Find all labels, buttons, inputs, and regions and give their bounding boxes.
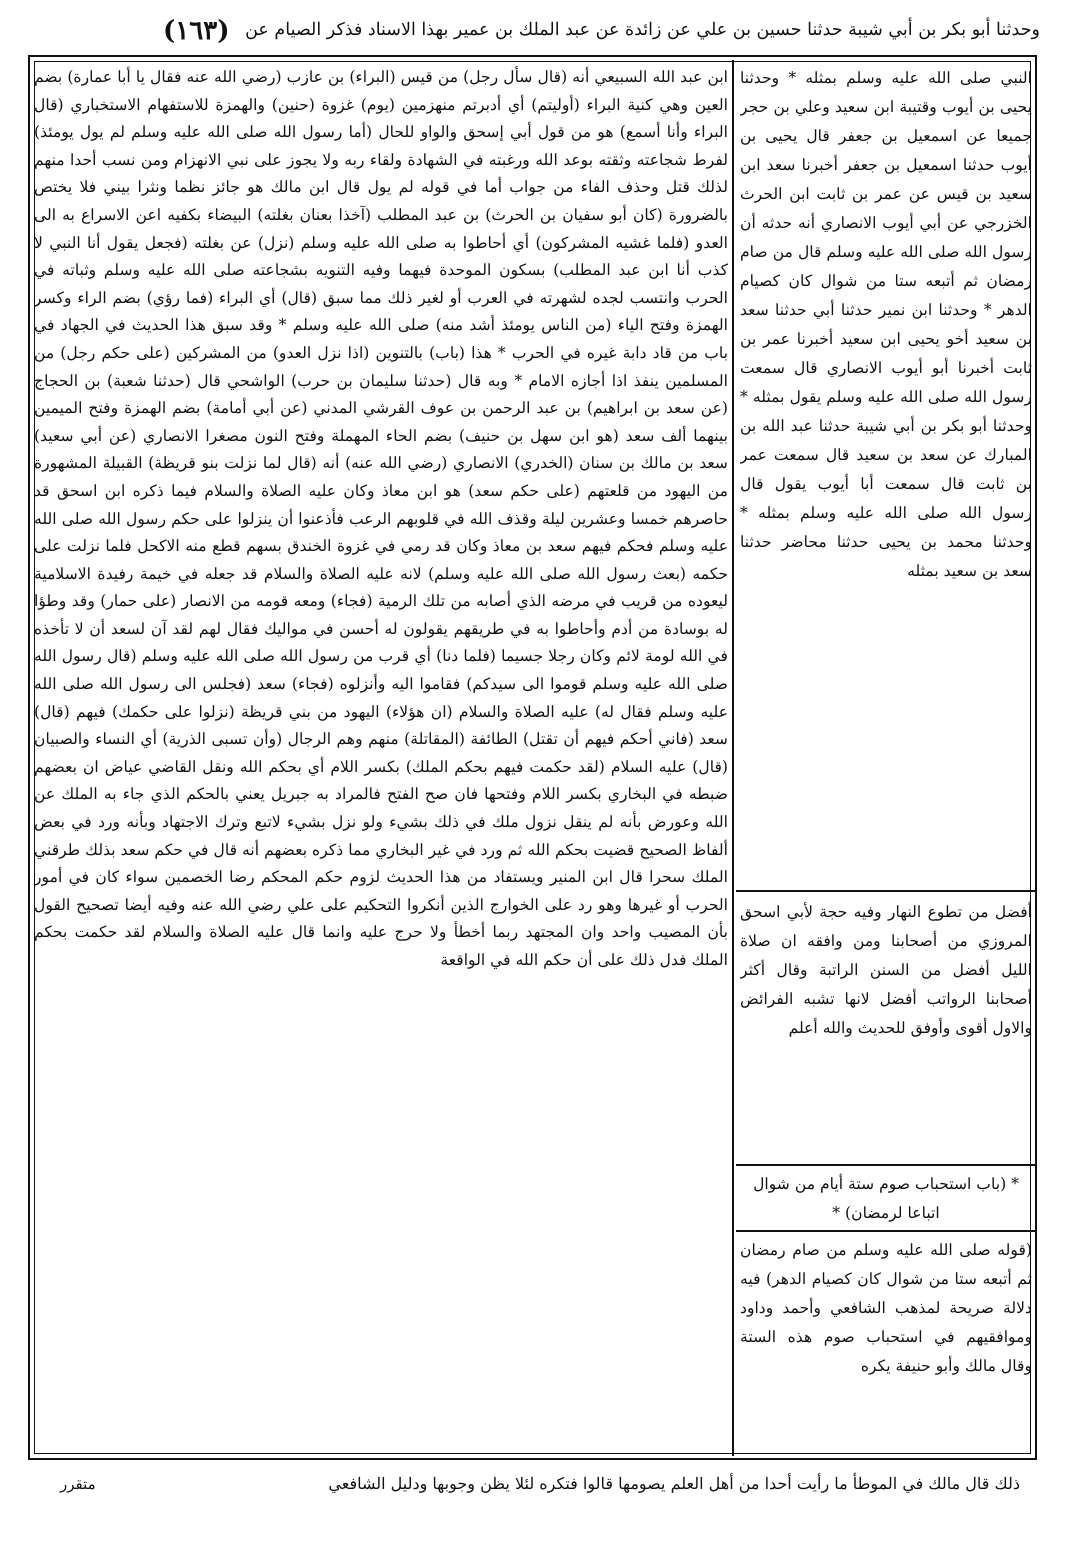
side-paragraph: أفضل من تطوع النهار وفيه حجة لأبي اسحق المروزي من أصحابنا ومن وافقه ان صلاة الليل أفضل من السنن الراتبة وقال أكثر أصحابنا الرواتب أفضل لانها تشبه الفرائض والاول أقوى وأوفق للحديث والله أعلم xyxy=(740,903,1032,1037)
main-commentary-column xyxy=(34,64,728,1452)
chapter-heading xyxy=(740,1170,1032,1228)
footer-text: ذلك قال مالك في الموطأ ما رأيت أحدا من أهل العلم يصومها قالوا فتكره لئلا يظن وجوبها ودليل الشافعي xyxy=(328,1474,1020,1493)
side-divider-2 xyxy=(736,1164,1036,1166)
page-number: (١٦٣) xyxy=(162,15,230,46)
page-header xyxy=(30,8,1040,52)
side-hadith-text xyxy=(740,64,1032,890)
page-footer xyxy=(40,1466,1020,1502)
main-paragraph: ابن عبد الله السبيعي أنه (قال سأل رجل) من قيس (البراء) بن عازب (رضي الله عنه فقال يا أبا عمارة) بضم العين وهي كنية البراء (أوليتم) أي أدبرتم منهزمين (يوم) غزوة (حنين) والهمزة للاستفهام الاستخباري (قال البراء وأنا أسمع) هو من قول أبي إسحق والواو للحال (أما رسول الله صلى الله عليه وسلم لم يول يومئذ) لفرط شجاعته وثقته بوعد الله ورغبته في الشهادة ولقاء ربه ولا يجوز على نبي الانهزام ومن نسب أحدا منهم لذلك قتل وحذف الفاء من جواب أما في قوله لم يول قال ابن مالك هو جائز نظما ونثرا بيني فلا يختص بالضرورة (كان أبو سفيان بن الحرث) بن عبد المطلب (آخذا بعنان بغلته) البيضاء بكفيه اعن الاسراع به الى العدو (فلما غشيه المشركون) أي أحاطوا به صلى الله عليه وسلم (نزل) عن بغلته (فجعل يقول أنا النبي لا كذب أنا ابن عبد المطلب) بسكون الموحدة فيهما وفيه التنويه بشجاعته صلى الله عليه وسلم وثباته في الحرب وانتسب لجده لشهرته في العرب أو لغير ذلك مما سبق (قال) أي البراء (فما رؤي) بضم الراء وكسر الهمزة وفتح الياء (من الناس يومئذ أشد منه) صلى الله عليه وسلم * وقد سبق هذا الحديث في الجهاد في باب من قاد دابة غيره في الحرب * هذا (باب) بالتنوين (اذا نزل العدو) من المشركين (على حكم رجل) من المسلمين ينفذ اذا أجازه الامام * وبه قال (حدثنا سليمان بن حرب) الواشحي قال (حدثنا شعبة) بن الحجاج (عن سعد بن ابراهيم) بن عبد الرحمن بن عوف القرشي المدني (عن أبي أمامة) بضم الهمزة وفتح الميمين بينهما ألف سعد (هو ابن سهل بن حنيف) بضم الحاء المهملة وفتح النون مصغرا الانصاري (عن أبي سعيد) سعد بن مالك بن سنان (الخدري) الانصاري (رضي الله عنه) أنه (قال لما نزلت بنو قريظة) القبيلة المشهورة من اليهود من قلعتهم (على حكم سعد) هو ابن معاذ وكان عليه الصلاة والسلام فيما ذكره ابن اسحق قد حاصرهم خمسا وعشرين ليلة وقذف الله في قلوبهم الرعب فأذعنوا أن ينزلوا على حكم رسول الله صلى الله عليه وسلم فحكم فيهم سعد بن معاذ وكان قد رمي في غزوة الخندق بسهم قطع منه الاكحل فلما نزلت على حكمه (بعث رسول الله صلى الله عليه وسلم) لانه عليه الصلاة والسلام قد جعله في خيمة رفيدة الاسلامية ليعوده من قريب في مرضه الذي أصابه من تلك الرمية (فجاء) ومعه قومه من الانصار (على حمار) وقد وطؤا له بوسادة من أدم وأحاطوا به في طريقهم يقولون له أحسن في مواليك فقال لهم لقد آن لسعد أن لا تأخذه في الله لومة لائم وكان رجلا جسيما (فلما دنا) أي قرب من رسول الله صلى الله عليه وسلم (قال رسول الله صلى الله عليه وسلم قوموا الى سيدكم) فقاموا اليه وأنزلوه (فجاء) سعد (فجلس الى رسول الله صلى الله عليه وسلم فقال له) عليه الصلاة والسلام (ان هؤلاء) اليهود من بني قريظة (نزلوا على حكمك) فيهم (قال) سعد (فاني أحكم فيهم أن تقتل) الطائفة (المقاتلة) منهم وهم الرجال (وأن تسبى الذرية) أي النساء والصبيان (قال) عليه السلام (لقد حكمت فيهم بحكم الملك) بكسر اللام أي بحكم الله ونقل القاضي عياض ان بعضهم ضبطه في البخاري بكسر اللام وفتحها فان صح الفتح فالمراد به جبريل يعني بالحكم الذي جاء به الملك عن الله وعورض بأنه لم ينقل نزول ملك في ذلك بشيء ولو نزل بشيء لاتبع وترك الاجتهاد وبأنه ورد في بعض ألفاظ الصحيح قضيت بحكم الله ثم ورد في غير البخاري مما ذكره بعضهم أنه قال في حكم سعد بذلك طرقني الملك سحرا قال ابن المنير ويستفاد من هذا الحديث لزوم حكم المحكم رضا الخصمين سواء كان في أمور الحرب أو غيرها وهو رد على الخوارج الذين أنكروا التحكيم على علي رضي الله عنه وفيه أيضا تصحيح القول بأن المصيب واحد وان المجتهد ربما أخطأ ولا حرج عليه وانما قال عليه الصلاة والسلام لقد حكمت بحكم الملك فدل ذلك على أن حكم الله في الواقعة xyxy=(34,68,728,969)
side-commentary-a xyxy=(740,898,1032,1160)
side-divider-1 xyxy=(736,890,1036,892)
side-paragraph: (قوله صلى الله عليه وسلم من صام رمضان ثم أتبعه ستا من شوال كان كصيام الدهر) فيه دلالة صريحة لمذهب الشافعي وأحمد وداود وموافقيهم في استحباب صوم هذه الستة وقال مالك وأبو حنيفة يكره xyxy=(740,1241,1032,1375)
side-divider-3 xyxy=(736,1230,1036,1232)
side-paragraph: النبي صلى الله عليه وسلم بمثله * وحدثنا يحيى بن أيوب وقتيبة ابن سعيد وعلي بن حجر جميعا عن اسمعيل بن جعفر قال يحيى بن أيوب حدثنا اسمعيل بن جعفر أخبرنا سعد ابن سعيد بن قيس عن عمر بن ثابت ابن الحرث الخزرجي عن أبي أيوب الانصاري أنه حدثه أن رسول الله صلى الله عليه وسلم قال من صام رمضان ثم أتبعه ستا من شوال كان كصيام الدهر * وحدثنا ابن نمير حدثنا أبي حدثنا سعد بن سعيد أخو يحيى ابن سعيد أخبرنا عمر بن ثابت أخبرنا أبو أيوب الانصاري قال سمعت رسول الله صلى الله عليه وسلم يقول بمثله * وحدثنا أبو بكر بن أبي شيبة حدثنا عبد الله بن المبارك عن سعد بن سعيد قال سمعت عمر بن ثابت قال سمعت أبا أيوب يقول قال رسول الله صلى الله عليه وسلم بمثله * وحدثنا محمد بن يحيى حدثنا محاضر حدثنا سعد بن سعيد بمثله xyxy=(740,69,1032,580)
catchword: متقرر xyxy=(60,1475,96,1493)
header-text: وحدثنا أبو بكر بن أبي شيبة حدثنا حسين بن علي عن زائدة عن عبد الملك بن عمير بهذا الاسناد فذكر الصيام عن xyxy=(245,20,1040,40)
chapter-title: * (باب استحباب صوم ستة أيام من شوال اتباعا لرمضان) * xyxy=(753,1175,1019,1222)
side-commentary-b xyxy=(740,1236,1032,1456)
column-divider xyxy=(732,60,734,1456)
